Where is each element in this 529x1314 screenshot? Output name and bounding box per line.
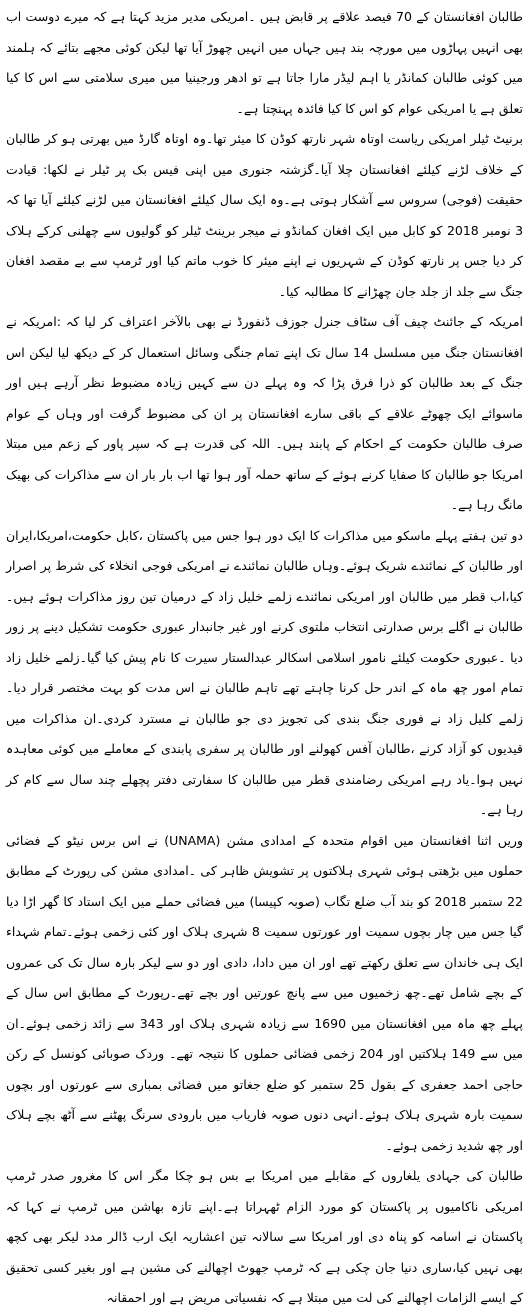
paragraph-5: وریں اثنا افغانستان میں اقوام متحدہ کے امدادی مشن (UNAMA) نے اس برس نیٹو کے فضائی حملوں میں بڑھتی ہوئی شہری ہلاکتوں پر تشویش ظاہر کی ۔امدادی مشن کی رپورٹ کے مطابق 22 ستمبر 2018 کو بند آب ضلع تگاب (صوبہ کپیسا) میں فضائی حملے میں ایک استاد کا گھر اڑا دیا گیا جس میں چار بچوں سمیت اور عورتوں سمیت 8 شہری ہلاک اور کئی زخمی ہوئے۔تمام شہداء ایک ہی خاندان سے تعلق رکھتے تھے اور ان میں دادا، دادی اور دو سے لیکر بارہ سال تک کی عمروں کے بچے شامل تھے۔چھ زخمیوں میں سے پانچ عورتیں اور بچے تھے۔رپورٹ کے مطابق اس سال کے پہلے چھ ماہ میں افغانستان میں 1690 سے زیادہ شہری ہلاک اور 343 سے زائد زخمی ہوئے۔ان میں سے 149 ہلاکتیں اور 204 زخمی فضائی حملوں کا نتیجہ تھے۔ وردک صوبائی کونسل کے رکن حاجی احمد جعفری کے بقول 25 ستمبر کو ضلع جغاتو میں فضائی بمباری سے عورتوں اور بچوں سمیت بارہ شہری ہلاک ہوئے۔انہی دنوں صوبہ فاریاب میں بارودی سرنگ پھٹنے سے آٹھ بچے ہلاک اور چھ شدید زخمی ہوئے۔ [6,832,524,1153]
paragraph-2: برنیٹ ٹیلر امریکی ریاست اوتاہ شہر نارتھ کوڈن کا میئر تھا۔وہ اوتاہ گارڈ میں بھرتی ہو کر طالبان کے خلاف لڑنے کیلئے افغانستان چلا آیا۔گزشتہ جنوری میں اپنی فیس بک پر ٹیلر نے لکھا: قیادت حقیقت (فوجی) سروس سے آشکار ہوتی ہے۔وہ ایک سال کیلئے افغانستان میں لڑنے کیلئے آیا تھا کہ 3 نومبر 2018 کو کابل میں ایک افغان کمانڈو نے میجر برینٹ ٹیلر کو گولیوں سے چھلنی کرکے ہلاک کر دیا جس پر نارتھ کوڈن کے شہریوں نے اپنے میئر کا خوب ماتم کیا اور ٹرمپ سے بے مقصد افغان جنگ سے جلد از جلد جان چھڑانے کا مطالبہ کیا۔ [6,131,524,299]
paragraph-3: امریکہ کے جائنٹ چیف آف سٹاف جنرل جوزف ڈنفورڈ نے بھی بالآخر اعتراف کر لیا کہ :امریکہ نے افغانستان جنگ میں مسلسل 14 سال تک اپنے تمام جنگی وسائل استعمال کر کے دیکھ لیا لیکن اس جنگ کے بعد طالبان کو ذرا فرق پڑا کہ وہ پہلے دن سے کہیں زیادہ مضبوط نظر آرہے ہیں اور ماسوائے ایک چھوٹے علاقے کے باقی سارے افغانستان پر ان کی مضبوط گرفت اور وہاں کے عوام صرف طالبان حکومت کے احکام کے پابند ہیں۔ اللہ کی قدرت ہے کہ سپر پاور کے زعم میں مبتلا امریکا جو طالبان کا صفایا کرنے ہوئے کے ساتھ حملہ آور ہوا تھا اب بار بار ان سے مذاکرات کی بھیک مانگ رہا ہے۔ [6,314,523,512]
paragraph-6: طالبان کی جہادی یلغاروں کے مقابلے میں امریکا بے بس ہو چکا مگر اس کا مغرور صدر ٹرمپ امریکی ناکامیوں پر پاکستان کو مورد الزام ٹھہراتا ہے۔اپنے تازہ بھاشن میں ٹرمپ نے کہا کہ پاکستان نے اسامہ کو پناہ دی اور امریکا سے سالانہ تین اعشاریہ ایک ارب ڈالر مدد لیکر بھی کچھ بھی نہیں کیا،ساری دنیا جان چکی ہے کہ ٹرمپ جھوٹ اچھالنے کی مشین ہے اور بغیر کسی تحقیق کے ایسے الزامات اچھالنے کی لت میں مبتلا ہے کہ نفسیاتی مریض ہے اور احمقانہ [6,1168,523,1305]
paragraph-4: دو تین ہفتے پہلے ماسکو میں مذاکرات کا ایک دور ہوا جس میں پاکستان ،کابل حکومت،امریکا،ایران اور طالبان کے نمائندے شریک ہوئے۔وہاں طالبان نمائندے نے امریکی فوجی انخلاء کی شرط پر اصرار کیا،اب قطر میں طالبان اور امریکی نمائندے زلمے خلیل زاد کے درمیان تین روز مذاکرات ہوئے ہیں۔طالبان نے اگلے برس صدارتی انتخاب ملتوی کرنے اور غیر جانبدار عبوری حکومت تشکیل دینے پر زور دیا ۔عبوری حکومت کیلئے نامور اسلامی اسکالر عبدالستار سیرت کا نام پیش کیا گیا۔زلمے خلیل زاد تمام امور چھ ماہ کے اندر حل کرنا چاہتے تھے تاہم طالبان نے اس مدت کو بہت مختصر قرار دیا۔زلمے کلیل زاد نے فوری جنگ بندی کی تجویز دی جو طالبان نے مسترد کردی۔ان مذاکرات میں قیدیوں کو آزاد کرنے ،طالبان آفس کھولنے اور طالبان پر سفری پابندی کے معاملے میں کوئی معاہدہ نہیں ہوا۔یاد رہے امریکی رضامندی قطر میں طالبان کا سفارتی دفتر پچھلے چند سال سے کام کر رہا ہے۔ [6,527,523,817]
paragraph-1: طالبان افغانستان کے 70 فیصد علاقے پر قابض ہیں ۔امریکی مدیر مزید کہتا ہے کہ میرے دوست اب بھی انہیں پہاڑوں میں مورچہ بند ہیں جہاں میں انہیں چھوڑ آیا تھا لیکن کوئی مجھے بتائے کہ ہلمند میں کوئی طالبان کمانڈر یا اہم لیڈر مارا جاتا ہے تو ادھر ورجینیا میں میری سلامتی سے اس کا کیا تعلق ہے یا امریکی عوام کو اس کا کیا فائدہ پہنچتا ہے۔ [6,9,524,116]
